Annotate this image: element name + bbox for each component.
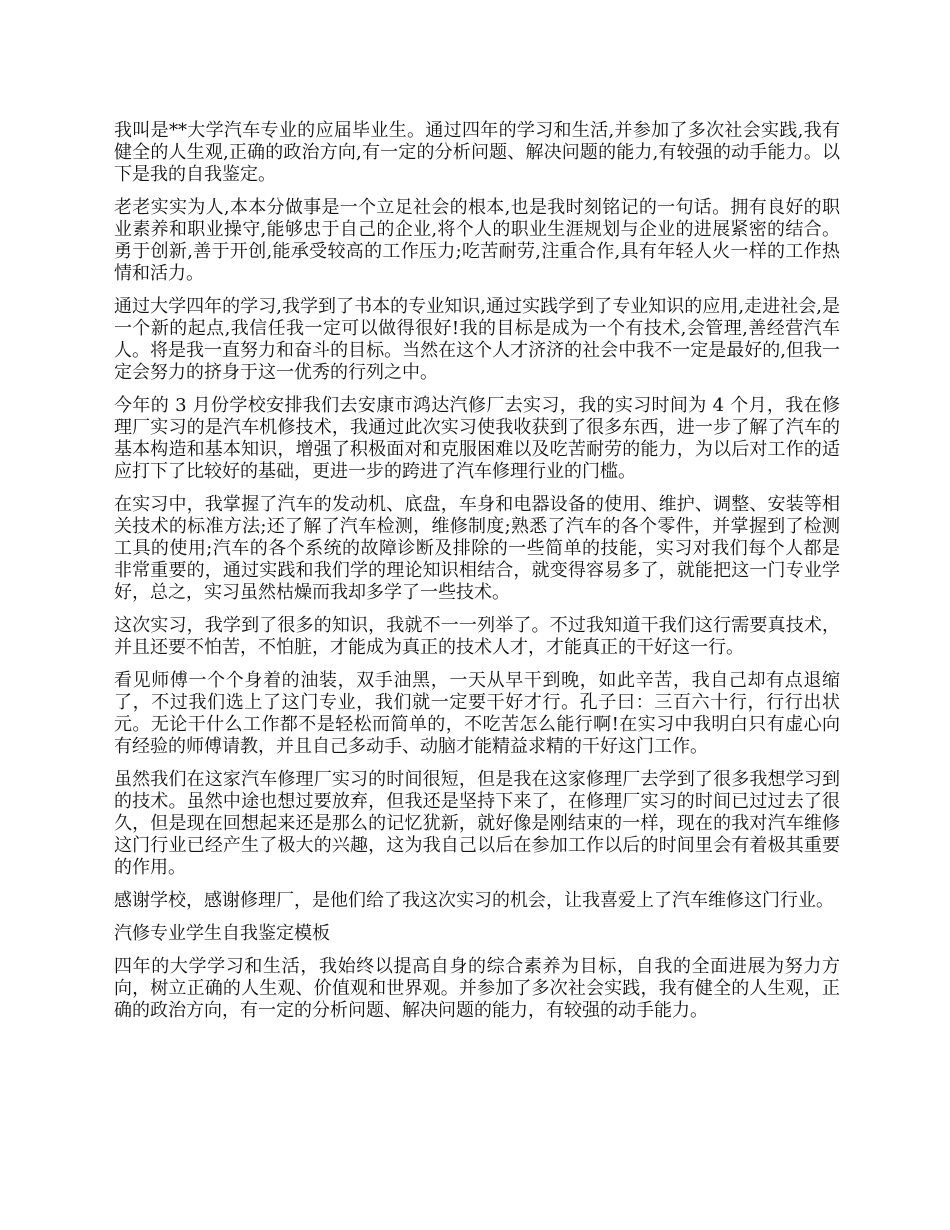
paragraph-knowledge: 这次实习，我学到了很多的知识，我就不一一列举了。不过我知道干我们这行需要真技术，并且还要不怕苦，不怕脏，才能成为真正的技术人才，才能真正的干好这一行。: [114, 615, 840, 658]
paragraph-goals: 通过大学四年的学习,我学到了书本的专业知识,通过实践学到了专业知识的应用,走进社会,是一个新的起点,我信任我一定可以做得很好!我的目标是成为一个有技术,会管理,善经营汽车人。将是我一直努力和奋斗的目标。当然在这个人才济济的社会中我不一定是最好的,但我一定会努力的挤身于这一优秀的行列之中。: [114, 296, 840, 383]
paragraph-closing: 四年的大学学习和生活，我始终以提高自身的综合素养为目标，自我的全面进展为努力方向，树立正确的人生观、价值观和世界观。并参加了多次社会实践，我有健全的人生观，正确的政治方向，有一定的分析问题、解决问题的能力，有较强的动手能力。: [114, 956, 840, 1021]
paragraph-skills: 在实习中，我掌握了汽车的发动机、底盘，车身和电器设备的使用、维护、调整、安装等相关技术的标准方法;还了解了汽车检测，维修制度;熟悉了汽车的各个零件，并掌握到了检测工具的使用;汽车的各个系统的故障诊断及排除的一些简单的技能，实习对我们每个人都是非常重要的，通过实践和我们学的理论知识相结合，就变得容易多了，就能把这一门专业学好，总之，实习虽然枯燥而我却多学了一些技术。: [114, 494, 840, 603]
section-heading: 汽修专业学生自我鉴定模板: [114, 923, 330, 944]
paragraph-intro: 我叫是**大学汽车专业的应届毕业生。通过四年的学习和生活,并参加了多次社会实践,我有健全的人生观,正确的政治方向,有一定的分析问题、解决问题的能力,有较强的动手能力。以下是我的自我鉴定。: [114, 120, 840, 185]
paragraph-character: 老老实实为人,本本分做事是一个立足社会的根本,也是我时刻铭记的一句话。拥有良好的职业素养和职业操守,能够忠于自己的企业,将个人的职业生涯规划与企业的进展紧密的结合。勇于创新,善于开创,能承受较高的工作压力;吃苦耐劳,注重合作,具有年轻人火一样的工作热情和活力。: [114, 197, 840, 284]
paragraph-internship: 今年的 3 月份学校安排我们去安康市鸿达汽修厂去实习，我的实习时间为 4 个月，我在修理厂实习的是汽车机修技术，我通过此次实习使我收获到了很多东西，进一步了解了汽车的基本构造和基本知识，增强了积极面对和克服困难以及吃苦耐劳的能力，为以后对工作的适应打下了比较好的基础，更进一步的跨进了汽车修理行业的门槛。: [114, 395, 840, 482]
paragraph-masters: 看见师傅一个个身着的油装，双手油黑，一天从早干到晚，如此辛苦，我自己却有点退缩了，不过我们选上了这门专业，我们就一定要干好才行。孔子曰：三百六十行，行行出状元。无论干什么工作都不是轻松而简单的，不吃苦怎么能行啊!在实习中我明白只有虚心向有经验的师傅请教，并且自己多动手、动脑才能精益求精的干好这门工作。: [114, 670, 840, 757]
paragraph-reflection: 虽然我们在这家汽车修理厂实习的时间很短，但是我在这家修理厂去学到了很多我想学习到的技术。虽然中途也想过要放弃，但我还是坚持下来了，在修理厂实习的时间已过过去了很久，但是现在回想起来还是那么的记忆犹新，就好像是刚结束的一样，现在的我对汽车维修这门行业已经产生了极大的兴趣，这为我自己以后在参加工作以后的时间里会有着极其重要的作用。: [114, 769, 840, 878]
paragraph-thanks: 感谢学校，感谢修理厂，是他们给了我这次实习的机会，让我喜爱上了汽车维修这门行业。: [114, 890, 834, 911]
document-page: [114, 120, 840, 1033]
